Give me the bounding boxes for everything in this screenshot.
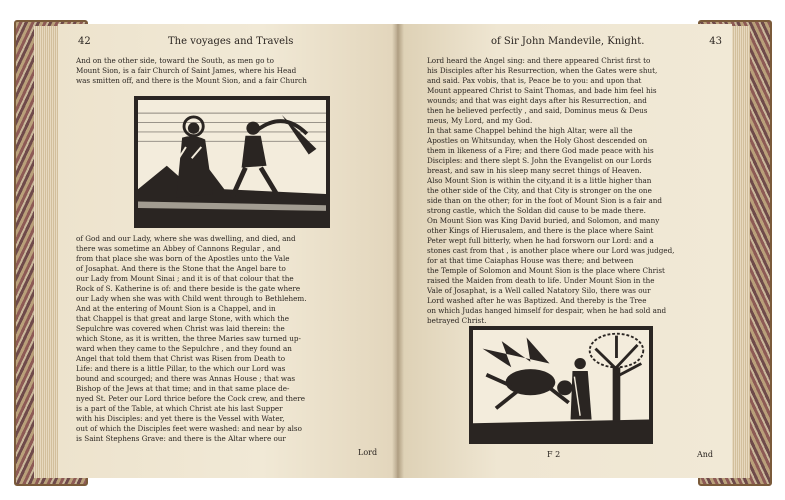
- text-line: is a part of the Table, at which Christ ate his last Supper: [76, 404, 283, 413]
- book-gutter: [392, 24, 404, 478]
- text-line: from that place she was born of the Apostles unto the Vale: [76, 254, 290, 263]
- text-line: In that same Chappel behind the high Altar, were all the: [427, 126, 633, 135]
- right-catchword: And: [697, 450, 714, 459]
- text-line: which Stone, as it is written, the three Maries saw turned up-: [76, 334, 301, 343]
- text-line: side than on the other; for in the foot of Mount Sion is a fair and: [427, 196, 663, 205]
- text-line: our Lady when she was with Child went through to Bethlehem.: [76, 294, 307, 303]
- text-line: Life: and there is a little Pillar, to the which our Lord was: [76, 364, 286, 373]
- text-line: Mount appeared Christ to Saint Thomas, and bade him feel his: [427, 86, 657, 95]
- woodcut-beheading-illustration: [134, 96, 330, 228]
- text-line: and said. Pax vobis, that is, Peace be to you: and upon that: [427, 76, 642, 85]
- text-line: the other side of the City, and that City is stronger on the one: [427, 186, 652, 195]
- text-line: then he believed perfectly , and said, Dominus meus & Deus: [427, 106, 648, 115]
- text-line: strong castle, which the Soldan did cause to be made there.: [427, 206, 646, 215]
- left-page: [58, 24, 399, 478]
- text-line: Lord washed after he was Baptized. And thereby is the Tree: [427, 296, 647, 305]
- text-line: there was sometime an Abbey of Cannons Regular , and: [76, 244, 281, 253]
- text-line: Mount Sion, is a fair Church of Saint James, where his Head: [76, 66, 297, 75]
- signature-mark: F 2: [547, 450, 561, 459]
- open-book: [14, 20, 772, 482]
- text-line: of God and our Lady, where she was dwelling, and died, and: [76, 234, 296, 243]
- text-line: is Saint Stephens Grave: and there is the Altar where our: [76, 434, 286, 443]
- text-line: On Mount Sion was King David buried, and Solomon, and many: [427, 216, 660, 225]
- text-line: Apostles on Whitsunday, when the Holy Ghost descended on: [427, 136, 648, 145]
- text-line: And on the other side, toward the South, as men go to: [76, 56, 274, 65]
- beheading-woodcut-image: [138, 100, 326, 224]
- devil-tree-woodcut-image: [473, 330, 649, 440]
- text-line: them in likeness of a Fire; and there God made peace with his: [427, 146, 654, 155]
- text-line: Also Mount Sion is within the city,and it is a little higher than: [427, 176, 652, 185]
- text-line: that Chappel is that great and large Stone, with which the: [76, 314, 290, 323]
- left-text-top: [76, 56, 388, 86]
- text-line: Sepulchre was covered when Christ was laid therein: the: [76, 324, 285, 333]
- text-line: on which Judas hanged himself for despair, when he had sold and: [427, 306, 667, 315]
- text-line: our Lady from Mount Sinai ; and it is of that colour that the: [76, 274, 294, 283]
- right-text-top: [427, 56, 725, 326]
- text-line: raised the Maiden from death to life. Under Mount Sion in the: [427, 276, 655, 285]
- text-line: with his Disciples: and yet there is the Vessel with Water,: [76, 414, 285, 423]
- text-line: Lord heard the Angel sing: and there appeared Christ first to: [427, 56, 651, 65]
- text-line: for at that time Caiaphas House was there; and between: [427, 256, 634, 265]
- text-line: the Temple of Solomon and Mount Sion is the place where Christ: [427, 266, 665, 275]
- text-line: other Kings of Hierusalem, and there is the place where Saint: [427, 226, 654, 235]
- text-line: was smitten off, and there is the Mount Sion, and a fair Church: [76, 76, 307, 85]
- text-line: Bishop of the Jews at that time; and in that same place de-: [76, 384, 290, 393]
- text-line: ward when they came to the Sepulchre , and they found an: [76, 344, 292, 353]
- text-line: breast, and saw in his sleep many secret things of Heaven.: [427, 166, 642, 175]
- text-line: stones cast from that , is another place where our Lord was judged,: [427, 246, 675, 255]
- left-page-number: 42: [78, 36, 91, 47]
- text-line: Peter wept full bitterly, when he had forsworn our Lord: and a: [427, 236, 654, 245]
- right-page: [397, 24, 732, 478]
- text-line: Disciples: and there slept S. John the Evangelist on our Lords: [427, 156, 652, 165]
- text-line: betrayed Christ.: [427, 316, 487, 325]
- text-line: out of which the Disciples feet were washed: and near by also: [76, 424, 302, 433]
- text-line: And at the entering of Mount Sion is a Chappel, and in: [76, 304, 276, 313]
- text-line: Vale of Josaphat, is a Well called Natatory Silo, there was our: [427, 286, 651, 295]
- right-running-head: of Sir John Mandevile, Knight.: [491, 36, 645, 47]
- text-line: bound and scourged; and there was Annas House ; that was: [76, 374, 296, 383]
- left-running-head: The voyages and Travels: [168, 36, 294, 47]
- text-line: nyed St. Peter our Lord thrice before the Cock crew, and there: [76, 394, 305, 403]
- text-line: of Josaphat. And there is the Stone that the Angel bare to: [76, 264, 286, 273]
- text-line: wounds; and that was eight days after his Resurrection, and: [427, 96, 647, 105]
- woodcut-devil-tree-illustration: [469, 326, 653, 444]
- right-page-number: 43: [709, 36, 722, 47]
- left-catchword: Lord: [358, 448, 378, 457]
- left-text-bottom: [76, 234, 388, 444]
- text-line: meus, My Lord, and my God.: [427, 116, 533, 125]
- text-line: his Disciples after his Resurrection, when the Gates were shut,: [427, 66, 658, 75]
- text-line: Rock of S. Katherine is of: and there beside is the gate where: [76, 284, 301, 293]
- text-line: Angel that told them that Christ was Risen from Death to: [76, 354, 286, 363]
